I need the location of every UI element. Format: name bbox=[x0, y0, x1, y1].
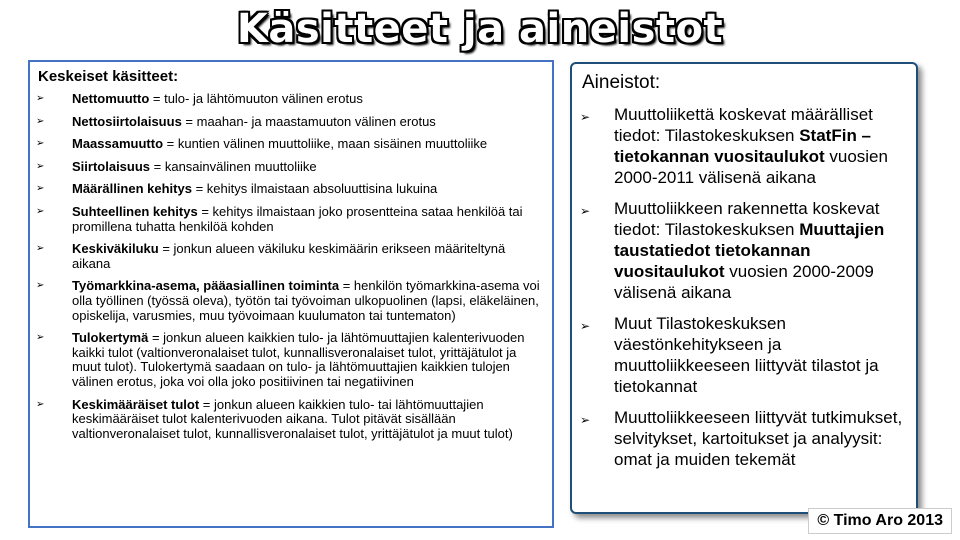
arrow-bullet-icon: ➢ bbox=[36, 398, 45, 410]
list-item: ➢ Keskiväkiluku = jonkun alueen väkiluku keskimäärin erikseen määriteltynä aikana bbox=[36, 241, 506, 271]
sources-panel bbox=[570, 62, 918, 514]
list-item: ➢ Nettosiirtolaisuus = maahan- ja maastamuuton välinen erotus bbox=[36, 113, 436, 129]
arrow-bullet-icon: ➢ bbox=[580, 319, 591, 333]
concepts-heading: Keskeiset käsitteet: bbox=[38, 68, 179, 85]
list-item: ➢ Nettomuutto = tulo- ja lähtömuuton välinen erotus bbox=[36, 91, 363, 106]
list-item: ➢ Muuttoliikkeen rakennetta koskevat tiedot: Tilastokeskuksen Muuttajien taustatiedot tietokannan vuositaulukot vuosien 2000-2009 välisenä aikana bbox=[580, 199, 885, 302]
arrow-bullet-icon: ➢ bbox=[36, 138, 45, 150]
copyright-label: © Timo Aro 2013 bbox=[808, 508, 952, 534]
arrow-bullet-icon: ➢ bbox=[580, 204, 591, 218]
arrow-bullet-icon: ➢ bbox=[36, 183, 45, 195]
list-item: ➢ Muuttoliikettä koskevat määrälliset tiedot: Tilastokeskuksen StatFin – tietokannan vuositaulukot vuosien 2000-2011 välisenä aikana bbox=[580, 105, 888, 187]
page-title: Käsitteet ja aineistot bbox=[236, 6, 724, 52]
list-item: ➢ Muut Tilastokeskuksen väestönkehitykseen ja muuttoliikkeeseen liittyvät tilastot ja tietokannat bbox=[580, 314, 879, 396]
list-item: ➢ Siirtolaisuus = kansainvälinen muuttoliike bbox=[36, 158, 317, 174]
arrow-bullet-icon: ➢ bbox=[36, 93, 45, 104]
list-item: ➢ Suhteellinen kehitys = kehitys ilmaistaan joko prosentteina sataa henkilöä tai promillena tuhatta henkilöä kohden bbox=[36, 203, 523, 234]
arrow-bullet-icon: ➢ bbox=[580, 110, 591, 124]
arrow-bullet-icon: ➢ bbox=[36, 160, 45, 172]
list-item: ➢ Määrällinen kehitys = kehitys ilmaistaan absoluuttisina lukuina bbox=[36, 181, 438, 197]
arrow-bullet-icon: ➢ bbox=[36, 115, 45, 127]
concepts-list bbox=[36, 92, 546, 449]
arrow-bullet-icon: ➢ bbox=[36, 332, 45, 344]
arrow-bullet-icon: ➢ bbox=[36, 243, 45, 255]
list-item: ➢ Keskimääräiset tulot = jonkun alueen kaikkien tulo- tai lähtömuuttajien keskimääräiset tulot kalenterivuoden aikana. Tulot pitävät sisällään valtionveronalaiset tulot, kunnallisveronalaiset tulot, yrittäjätulot ja muut tulot) bbox=[36, 396, 513, 441]
arrow-bullet-icon: ➢ bbox=[36, 205, 45, 217]
list-item: ➢ Tulokertymä = jonkun alueen kaikkien tulo- ja lähtömuuttajien kalenterivuoden kaikki tulot (valtionveronalaiset tulot, kunnallisveronalaiset tulot, yrittäjätulot ja muut tulot). Tulokertymä saadaan on tulo- ja lähtömuuttajien kaikkien tulojen välinen erotus, joka voi olla joko positiivinen tai negatiivinen bbox=[36, 330, 525, 389]
list-item: ➢ Muuttoliikkeeseen liittyvät tutkimukset, selvitykset, kartoitukset ja analyysit: omat ja muiden tekemät bbox=[580, 408, 903, 469]
concepts-panel bbox=[28, 60, 554, 528]
list-item: ➢ Maassamuutto = kuntien välinen muuttoliike, maan sisäinen muuttoliike bbox=[36, 136, 488, 152]
arrow-bullet-icon: ➢ bbox=[580, 413, 591, 427]
sources-heading: Aineistot: bbox=[582, 72, 661, 93]
arrow-bullet-icon: ➢ bbox=[36, 280, 45, 292]
list-item: ➢ Työmarkkina-asema, pääasiallinen toiminta = henkilön työmarkkina-asema voi olla työllinen (työssä oleva), työtön tai työvoiman ulkopuolinen (lapsi, eläkeläinen, opiskelija, varusmies, muu työvoimaan kuulumaton tai tuntematon) bbox=[36, 278, 540, 323]
sources-list bbox=[580, 104, 910, 480]
